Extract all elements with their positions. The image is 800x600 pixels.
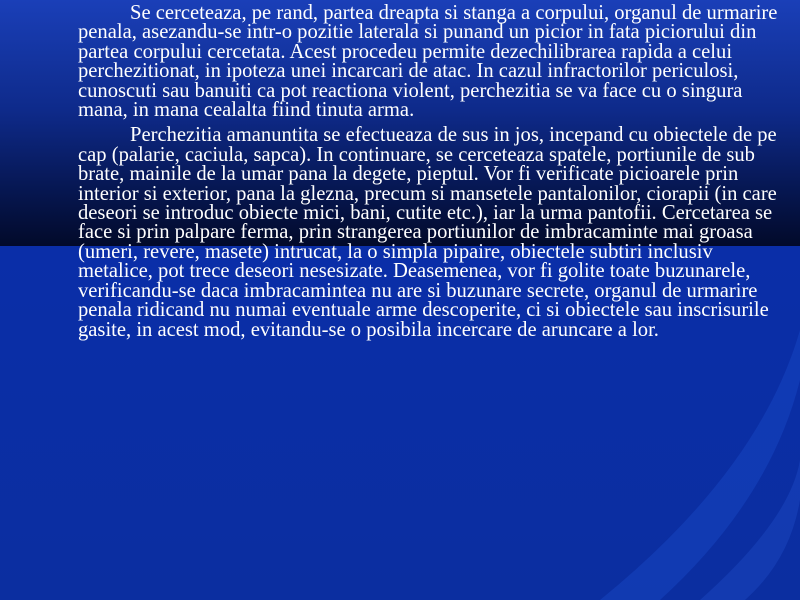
paragraph-1: Se cerceteaza, pe rand, partea dreapta si stanga a corpului, organul de urmarire penala, asezandu-se intr-o pozitie laterala si punand un picior in fata piciorului din partea corpului cercetata. Acest procedeu permite dezechilibrarea rapida a celui perchezitionat, in ipoteza unei incarcari de atac. In cazul infractorilor periculosi, cunoscuti sau banuiti ca pot reactiona violent, perchezitia se va face cu o singura mana, in mana cealalta fiind tinuta arma. [78,2,778,122]
paragraph-2: Perchezitia amanuntita se efectueaza de sus in jos, incepand cu obiectele de pe cap (palarie, caciula, sapca). In continuare, se cerceteaza spatele, portiunile de sub brate, mainile de la umar pana la degete, pieptul. Vor fi verificate picioarele prin interior si exterior, pana la glezna, precum si mansetele pantalonilor, ciorapii (in care deseori se introduc obiecte mici, bani, cutite etc.), iar la urma pantofii. Cercetarea se face si prin palpare ferma, prin strangerea portiunilor de imbracaminte mai groasa (umeri, revere, masete) intrucat, la o simpla pipaire, obiectele subtiri inclusiv metalice, pot trece deseori nesesizate. Deasemenea, vor fi golite toate buzunarele, verificandu-se daca imbracamintea nu are si buzunare secrete, organul de urmarire penala ridicand nu numai eventuale arme descoperite, ci si obiectele sau inscrisurile gasite, in acest mod, evitandu-se o posibila incercare de aruncare a lor. [78,124,777,341]
slide-body-text [78,4,790,340]
